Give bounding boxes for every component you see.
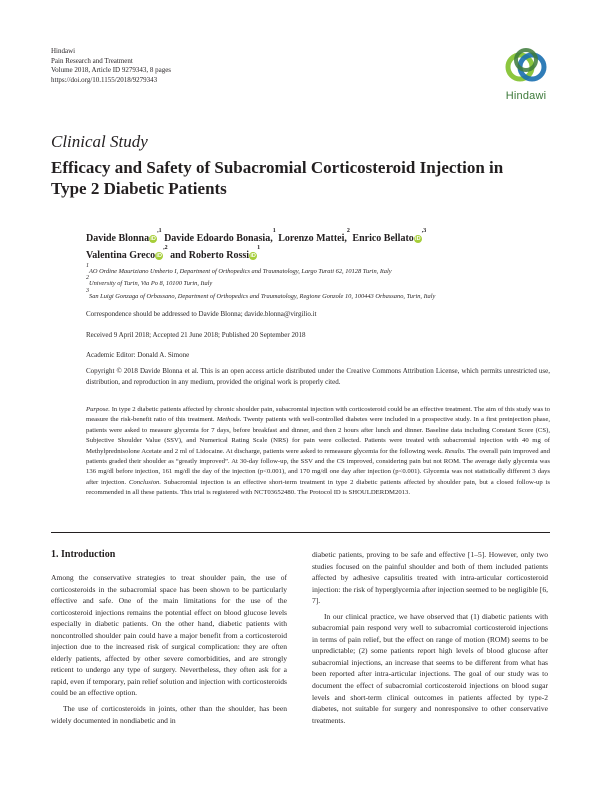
author-name[interactable]: Lorenzo Mattei, bbox=[278, 233, 347, 244]
hindawi-logo bbox=[500, 46, 552, 106]
journal-meta bbox=[51, 47, 171, 85]
section-heading: 1. Introduction bbox=[51, 549, 116, 560]
publisher-name: Hindawi bbox=[51, 47, 76, 55]
author-affiliation-marker: ,2 bbox=[163, 244, 168, 251]
abstract-methods-label: Methods. bbox=[216, 416, 242, 424]
author-name[interactable]: Enrico Bellato bbox=[352, 233, 414, 244]
abstract-purpose: In type 2 diabetic patients affected by chronic shoulder pain, subacromial injection with corticosteroid could be an effective treatment. The aim of this study was to measure the risk-benefit ratio of this treatment. bbox=[86, 406, 550, 424]
author-affiliation-marker: ,1 bbox=[157, 228, 162, 234]
affiliation-item bbox=[86, 287, 556, 303]
orcid-icon[interactable]: iD bbox=[156, 252, 162, 259]
author-list bbox=[86, 228, 556, 264]
affiliation-item bbox=[86, 263, 556, 278]
author-name[interactable]: Davide Blonna bbox=[86, 233, 150, 244]
affiliation-text: AO Ordine Mauriziano Umberto I, Department of Orthopedics and Traumatology, Largo Turati 62, 10128 Turin, Italy bbox=[89, 268, 392, 275]
abstract bbox=[86, 405, 550, 499]
abstract-results-label: Results. bbox=[444, 447, 466, 455]
abstract-purpose-label: Purpose. bbox=[86, 406, 110, 413]
body-column-right bbox=[312, 549, 548, 726]
hindawi-logo-icon bbox=[500, 46, 552, 90]
correspondence-line: Correspondence should be addressed to Davide Blonna; davide.blonna@virgilio.it bbox=[86, 310, 317, 318]
abstract-methods: Twenty patients with well-controlled diabetes were included in a prospective study. In a first preinjection phase, patients were asked to measure glycemia for 7 days, before breakfast and dinner, and then 2 hours after lunch and dinner. Baseline data including Constant Score (CS), Subjective Shoulder Value (SSV), and Numerical Rating Scale (NRS) for pain were collected. Patients were treated with subacromial injection with 40 mg of Methylprednisolone Acetate and 2 ml of Lidocaine. At discharge, patients were asked to remeasure glycemia for the following week. bbox=[86, 416, 551, 455]
volume-info: Volume 2018, Article ID 9279343, 8 pages bbox=[51, 66, 172, 75]
academic-editor-line: Academic Editor: Donald A. Simone bbox=[86, 351, 190, 359]
article-title: Efficacy and Safety of Subacromial Corticosteroid Injection in Type 2 Diabetic Patients bbox=[51, 158, 504, 198]
author-name[interactable]: Valentina Greco bbox=[86, 249, 156, 261]
orcid-icon[interactable]: iD bbox=[250, 252, 256, 259]
affiliations bbox=[86, 263, 556, 303]
affiliation-number: 3 bbox=[86, 287, 89, 294]
body-paragraph: In our clinical practice, we have observed that (1) diabetic patients with subacromial pain respond very well to subacromial corticosteroid injections in terms of pain relief, but the effect on range of motion (ROM) seems to be unpredictable; (2) some patients report high levels of blood glucose after subacromial injections, an increase that seems to be different from what has been reported after intra-articular injections. The goal of our study was to document the effect of subacromial corticosteroid injections on blood sugar levels and short-term clinical outcomes in patients affected by type-2 diabetes, not suitable for surgery and nonresponsive to other conservative treatments. bbox=[312, 611, 548, 725]
affiliation-text: University of Turin, Via Po 8, 10100 Turin, Italy bbox=[89, 280, 213, 288]
article-type: Clinical Study bbox=[51, 132, 148, 151]
abstract-conclusion-label: Conclusion. bbox=[128, 478, 162, 486]
copyright-notice: Copyright © 2018 Davide Blonna et al. This is an open access article distributed under the Creative Commons Attribution License, which permits unrestricted use, distribution, and reproduction in any medium, provided the original work is properly cited. bbox=[86, 367, 550, 387]
author-affiliation-marker: 2 bbox=[346, 228, 350, 234]
abstract-results: The overall pain improved and patients graded their shoulder as “greatly improved”. At 30-day follow-up, the SSV and the CS improved, considering pain but not ROM. The average daily glycemia was 136 mg/dl before injection, 161 mg/dl the day of the injection (p<0.001), and 170 mg/dl one day after injection (p<0.001). Glycemia was not statistically different 3 days after injection. bbox=[86, 447, 550, 486]
journal-name: Pain Research and Treatment bbox=[51, 56, 133, 65]
author-affiliation-marker: ,3 bbox=[421, 228, 427, 234]
body-column-left bbox=[51, 549, 287, 726]
affiliation-number: 1 bbox=[86, 263, 89, 269]
dates-line: Received 9 April 2018; Accepted 21 June 2018; Published 20 September 2018 bbox=[86, 331, 306, 339]
affiliation-number: 2 bbox=[86, 275, 89, 282]
section-divider bbox=[51, 532, 550, 533]
body-paragraph: The use of corticosteroids in joints, other than the shoulder, has been widely documented in nondiabetic and in bbox=[51, 704, 287, 725]
affiliation-text: San Luigi Gonzaga of Orbassano, Department of Orthopedics and Traumatology, Regione Gonzole 10, 100443 Orbassano, Turin, Italy bbox=[89, 292, 436, 300]
abstract-conclusion: Subacromial injection is an effective short-term treatment in type 2 diabetic patients affected by shoulder pain, but a closed follow-up is recommended in all these patients. This trial is registered with NCT03652480. The Protocol ID is SHOULDERDM2013. bbox=[86, 478, 550, 497]
author-name[interactable]: and Roberto Rossi bbox=[170, 249, 250, 261]
affiliation-item bbox=[86, 275, 556, 290]
body-paragraph: Among the conservative strategies to treat shoulder pain, the use of corticosteroids in the subacromial space has been shown to be particularly effective and safe. One of the main limitations for the use of the corticosteroid injections remains the potential effect on blood glucose levels especially in diabetic patients. On the other hand, diabetic patients with noncontrolled shoulder pain could have a major benefit from a corticosteroid injection due to the increased risk of surgical complication: they are often elderly patients, affected by other severe comorbidities, and are strongly reticent to undergo any type of surgery. Nevertheless, they often ask for a rapid, even if temporary, pain relief solution and injection with corticosteroids could be an effective option. bbox=[51, 573, 287, 698]
body-paragraph: diabetic patients, proving to be safe and effective [1–5]. However, only two studies focused on the painful shoulder and both of them included patients affected by adhesive capsulitis treated with intra-articular corticosteroid injection: the risk of hyperglycemia after injection seemed to be negligible [6, 7]. bbox=[312, 550, 548, 606]
orcid-icon[interactable]: iD bbox=[150, 236, 156, 242]
doi-link[interactable]: https://doi.org/10.1155/2018/9279343 bbox=[51, 75, 158, 84]
orcid-icon[interactable]: iD bbox=[415, 236, 421, 242]
author-affiliation-marker: 1 bbox=[272, 228, 276, 234]
logo-wordmark: Hindawi bbox=[505, 90, 547, 102]
author-name[interactable]: Davide Edoardo Bonasia, bbox=[164, 233, 273, 244]
author-affiliation-marker: 1 bbox=[257, 244, 261, 251]
